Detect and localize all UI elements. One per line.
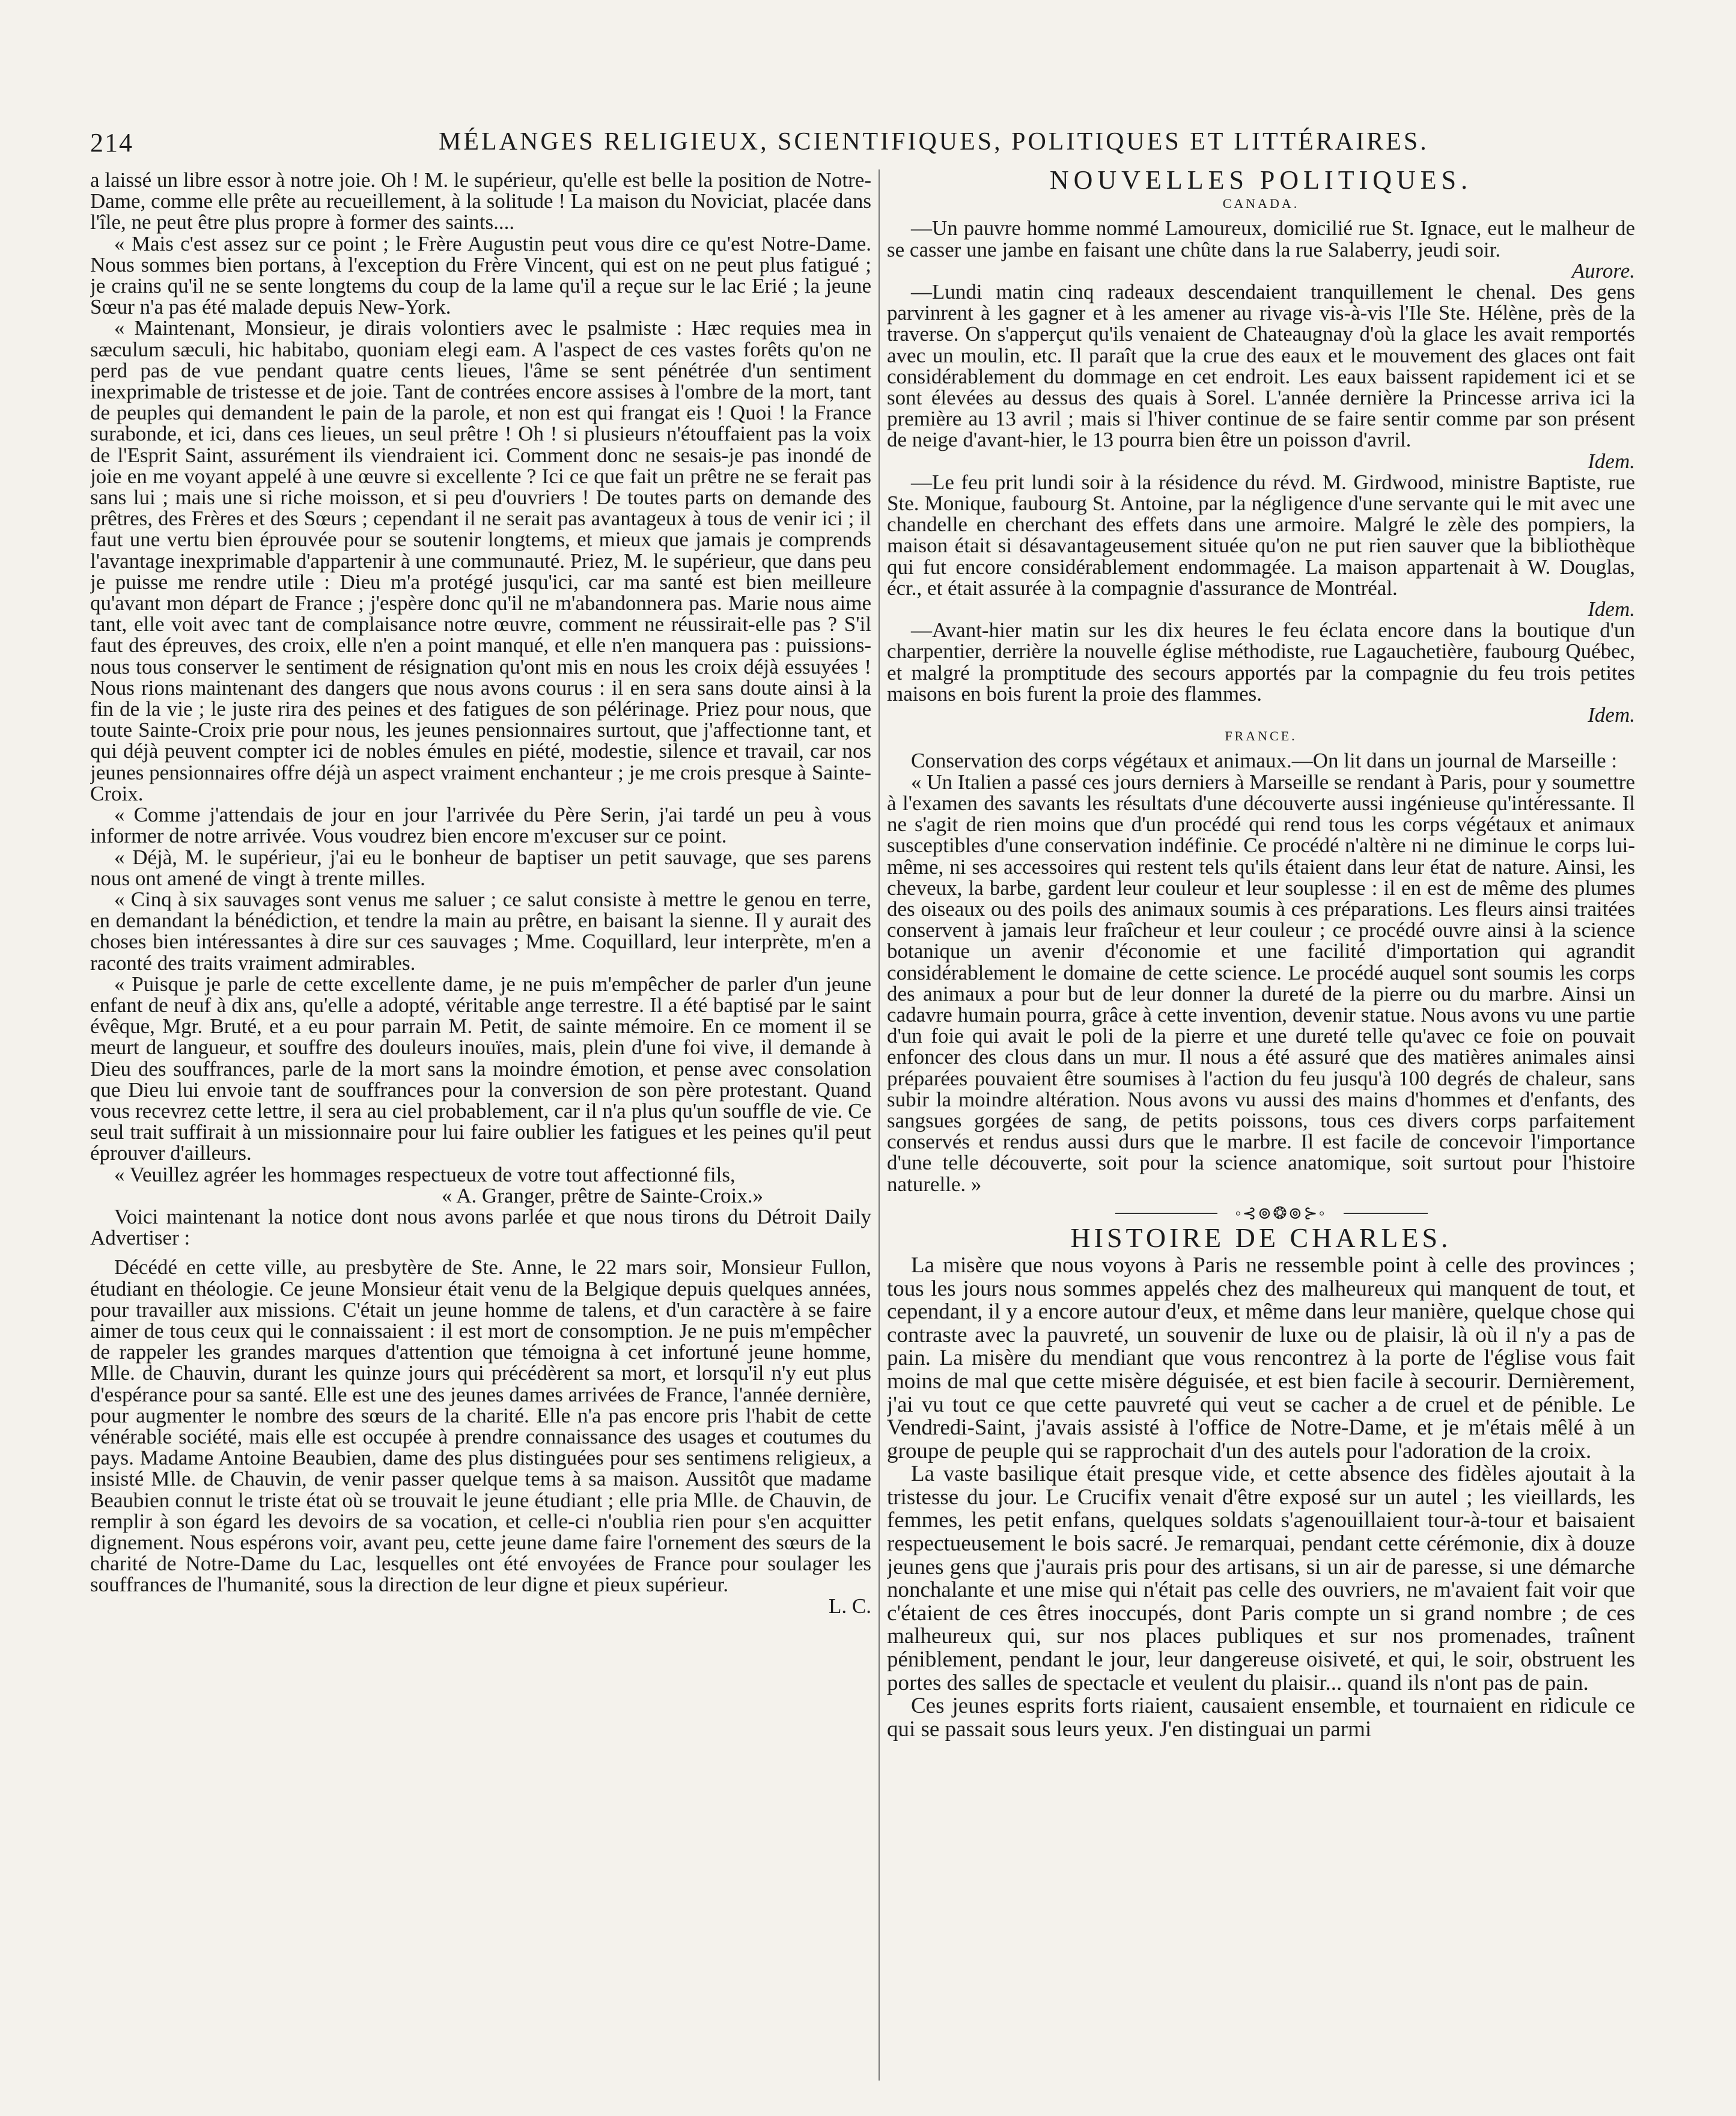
story-body xyxy=(887,1254,1635,1741)
paragraph: « Mais c'est assez sur ce point ; le Frère Augustin peut vous dire ce qu'est Notre-Dame. Nous sommes bien portans, à l'exception du Frère Vincent, qui est on ne peut plus fatigué ; je crains qu'il ne se sente longtems du coup de la lame qu'il a reçue sur le lac Erié ; la jeune Sœur n'a pas été malade depuis New-York. xyxy=(90,231,871,319)
signature: L. C. xyxy=(829,1594,871,1618)
source-credit: Idem. xyxy=(1588,703,1635,727)
subsection-heading: FRANCE. xyxy=(1225,728,1297,744)
ornamental-divider xyxy=(887,1203,1635,1224)
paragraph: Voici maintenant la notice dont nous avons parlée et que nous tirons du Détroit Daily Advertiser : xyxy=(90,1204,871,1250)
paragraph: « Cinq à six sauvages sont venus me saluer ; ce salut consiste à mettre le genou en terre, en demandant la bénédiction, et tendre la main au prêtre, en baisant la sienne. Il y aurait des choses bien intéressantes à dire sur ces sauvages ; Mme. Coquillard, leur interprète, m'en a raconté des traits vraiment admirables. xyxy=(90,887,871,975)
signature: « A. Granger, prêtre de Sainte-Croix.» xyxy=(441,1183,763,1207)
subsection-heading: CANADA. xyxy=(1222,196,1300,212)
page-number: 214 xyxy=(90,128,133,157)
left-column xyxy=(90,169,871,2093)
paragraph: a laissé un libre essor à notre joie. Oh ! M. le supérieur, qu'elle est belle la position de Notre-Dame, comme elle prête au recueillement, à la solitude ! La maison du Noviciat, placée dans l'île, ne peut être plus propre à former des saints.... xyxy=(90,169,871,234)
news-item: Conservation des corps végétaux et animaux.—On lit dans un journal de Marseille : xyxy=(911,749,1618,773)
paragraph: Ces jeunes esprits forts riaient, causaient ensemble, et tournaient en ridicule ce qui se passait sous leurs yeux. J'en distinguai un parmi xyxy=(887,1694,1635,1742)
divider-line xyxy=(1344,1213,1428,1214)
running-head xyxy=(90,127,1628,163)
paragraph: La misère que nous voyons à Paris ne ressemble point à celle des provinces ; tous les jours nous sommes appelés chez des malheureux qui manquent de tout, et cependant, il y a encore autour d'eux, et même dans leur manière, quelque chose qui contraste avec la pauvreté, un souvenir de luxe ou de plaisir, là où il n'y a pas de pain. La misère du mendiant que vous rencontrez à la porte de l'église vous fait moins de mal que cette misère déguisée, et est bien facile à secourir. Dernièrement, j'ai vu tout ce que cette pauvreté qui veut se cacher a de cruel et de pénible. Le Vendredi-Saint, j'avais assisté à l'office de Notre-Dame, et je m'étais mêlé à un groupe de peuple qui se rapprochait d'un des autels pour l'adoration de la croix. xyxy=(887,1252,1635,1463)
news-item: —Lundi matin cinq radeaux descendaient tranquillement le chenal. Des gens parvinrent à les gagner et à les amener au rivage vis-à-vis l'Ile Ste. Hélène, près de la traverse. On s'apperçut qu'ils venaient de Chateaugnay d'où la glace les avait remportés avec un moulin, etc. Il paraît que la crue des eaux et le mouvement des glaces ont fait considérablement du dommage en cet endroit. Les eaux baissent rapidement ici et se sont élevées au dessus des quais à Sorel. L'année dernière la Princesse arriva ici la première au 13 avril ; mais si l'hiver continue de se faire sentir comme par son présent de neige d'avant-hier, le 13 pourra bien être un poisson d'avril. xyxy=(887,280,1635,452)
paragraph: « Puisque je parle de cette excellente dame, je ne puis m'empêcher de parler d'un jeune enfant de neuf à dix ans, qu'elle a adopté, véritable ange terrestre. Il a été baptisé par le saint évêque, Mgr. Bruté, et a eu pour parrain M. Petit, de sainte mémoire. En ce moment il se meurt de langueur, et souffre des douleurs inouïes, mais, plein d'une foi vive, il demande à Dieu des souffrances, parle de la mort sans la moindre émotion, et pense avec consolation que Dieu lui envoie tant de souffrances pour la conversion de son père protestant. Quand vous recevrez cette lettre, il sera au ciel probablement, car il n'a plus qu'un souffle de vie. Ce seul trait suffirait à un missionnaire pour lui faire oublier les fatigues et les peines qu'il peut éprouver d'ailleurs. xyxy=(90,972,871,1165)
paragraph: Décédé en cette ville, au presbytère de Ste. Anne, le 22 mars soir, Monsieur Fullon, étudiant en théologie. Ce jeune Monsieur était venu de la Belgique depuis quelques années, pour travailler aux missions. C'était un jeune homme de talens, et d'un caractère à se faire aimer de tous ceux qui le connaissaient : il est mort de consomption. Je ne puis m'empêcher de rappeler les grandes marques d'attention que témoigna à cet infortuné jeune homme, Mlle. de Chauvin, durant les quinze jours qui précédèrent sa mort, et lorsqu'il n'y eut plus d'espérance pour sa santé. Elle est une des jeunes dames arrivées de France, l'année dernière, pour augmenter le nombre des sœurs de la charité. Elle n'a pas encore pris l'habit de cette vénérable société, mais elle est occupée à prendre connaissance des usages et coutumes du pays. Madame Antoine Beaubien, dame des plus distinguées pour ses sentimens religieux, a insisté Mlle. de Chauvin, de venir passer quelque tems à sa maison. Aussitôt que madame Beaubien connut le triste état où se trouvait le jeune étudiant ; elle pria Mlle. de Chauvin, de remplir à son égard les devoirs de sa vocation, et celle-ci n'oublia rien pour s'en acquitter dignement. Nous espérons voir, avant peu, cette jeune dame faire l'ornement des sœurs de la charité de Notre-Dame du Lac, lesquelles ont été envoyées de France pour soulager les souffrances de l'humanité, sous la direction de leur digne et pieux supérieur. xyxy=(90,1255,871,1597)
paragraph: « Comme j'attendais de jour en jour l'arrivée du Père Serin, j'ai tardé un peu à vous informer de notre arrivée. Vous voudrez bien encore m'excuser sur ce point. xyxy=(90,803,871,848)
section-title: NOUVELLES POLITIQUES. xyxy=(1049,169,1473,195)
source-credit: Idem. xyxy=(1588,449,1635,473)
source-credit: Aurore. xyxy=(1571,258,1635,282)
ornament-icon: ◦⊰⊚❂⊚⊱◦ xyxy=(1235,1204,1326,1223)
paragraph: La vaste basilique était presque vide, et cette absence des fidèles ajoutait à la tristesse du jour. Le Crucifix venait d'être exposé sur un autel ; les vieillards, les femmes, les petit enfans, quelques soldats s'agenouillaient tour-à-tour et baisaient respectueusement le bois sacré. Je remarquai, pendant cette cérémonie, dix à douze jeunes gens que j'aurais pris pour des artisans, si un air de paresse, si une démarche nonchalante et une mise qui n'était pas celle des ouvriers, ne m'avaient fait voir que c'étaient de ces êtres inoccupés, dont Paris compte un si grand nombre ; de ces malheureux qui, sur nos places publiques et sur nos promenades, traînent péniblement, pendant le jour, leur dangereuse oisiveté, et qui, le soir, obstruent les portes des salles de spectacle et veulent du plaisir... quand ils n'ont pas de pain. xyxy=(887,1462,1635,1695)
source-credit: Idem. xyxy=(1588,597,1635,621)
news-item: « Un Italien a passé ces jours derniers à Marseille se rendant à Paris, pour y soumettre à l'examen des savants les résultats d'une découverte aussi ingénieuse qu'intéressante. Il ne s'agit de rien moins que d'un procédé qui rend tous les corps végétaux et animaux susceptibles d'une conservation indéfinie. Ce procédé n'altère ni ne diminue le corps lui-même, ni ses accessoires qui restent tels qu'ils étaient dans leur état de nature. Ainsi, les cheveux, la barbe, gardent leur couleur et leur souplesse : il en est de même des plumes des oiseaux ou des poils des animaux soumis à ces préparations. Les fleurs ainsi traitées conservent à jamais leur fraîcheur et leur couleur ; ce procédé ouvre ainsi à la science botanique un avenir d'économie et une facilité d'importation qui agrandit considérablement le domaine de cette science. Le procédé auquel sont soumis les corps des animaux a pour but de leur donner la dureté de la pierre ou du marbre. Ainsi un cadavre humain pourra, grâce à cette invention, devenir statue. Nous avons vu une partie d'un foie qui avait le poli de la pierre et une dureté telle qu'avec ce foie on pouvait enfoncer des clous dans un mur. Il nous a été assuré que des matières animales ainsi préparées pouvaient être soumises à l'action du feu jusqu'à 100 degrés de chaleur, sans subir la moindre altération. Nous avons vu aussi des mains d'hommes et d'enfants, des sangsues gorgées de sang, de petits poissons, tous ces divers corps parfaitement conservés et rendus aussi durs que le marbre. Il est facile de concevoir l'importance d'une telle découverte, soit pour la science anatomique, soit surtout pour l'histoire naturelle. » xyxy=(887,770,1635,1196)
paragraph: « Maintenant, Monsieur, je dirais volontiers avec le psalmiste : Hæc requies mea in sæculum sæculi, hic habitabo, quoniam elegi eam. A l'aspect de ces vastes forêts qu'on ne perd pas de vue pendant quatre cents lieues, l'âme se sent pénétrée d'un sentiment inexprimable de tristesse et de joie. Tant de contrées encore assises à l'ombre de la mort, tant de peuples qui demandent le pain de la parole, et non est qui frangat eis ! Quoi ! la France surabonde, et ici, dans ces lieues, un seul prêtre ! Oh ! si plusieurs n'étouffaient pas la voix de l'Esprit Saint, assurément ils viendraient ici. Comment donc ne sesais-je pas inondé de joie en me voyant appelé à une œuvre si excellente ? Ici ce que fait un prêtre ne se ferait pas sans lui ; mais une si riche moisson, et si peu d'ouvriers ! De toutes parts on demande des prêtres, des Frères et des Sœurs ; cependant il ne serait pas avantageux à tous de venir ici ; il faut une vertu bien éprouvée pour se soutenir longtems, et mieux que jamais je comprends l'avantage inexprimable d'appartenir à une communauté. Priez, M. le supérieur, que dans peu je puisse me rendre utile : Dieu m'a protégé jusqu'ici, car ma santé est bien meilleure qu'avant mon départ de France ; j'espère donc qu'il ne m'abandonnera pas. Marie nous aime tant, elle voit avec tant de complaisance notre œuvre, comment ne réussirait-elle pas ? S'il faut des épreuves, des croix, elle n'en a point manqué, et elle n'en manquera pas : puissions-nous tous conserver le sentiment de résignation qu'ont mis en nous les croix déjà essuyées ! Nous rions maintenant des dangers que nous avons courus : il en sera sans doute ainsi à la fin de la vie ; le juste rira des peines et des fatigues de son pélérinage. Priez pour nous, que toute Sainte-Croix prie pour nous, les jeunes pensionnaires surtout, que j'affectionne tant, et qui déjà peuvent compter ici de nobles émules en piété, modestie, silence et travail, car nos jeunes pensionnaires offre déjà un aspect vraiment enchanteur ; je me crois presque à Sainte-Croix. xyxy=(90,316,871,805)
divider-line xyxy=(1115,1213,1217,1214)
paragraph: « Veuillez agréer les hommages respectueux de votre tout affectionné fils, xyxy=(114,1162,736,1186)
news-item: —Le feu prit lundi soir à la résidence du révd. M. Girdwood, ministre Baptiste, rue Ste. Monique, faubourg St. Antoine, par la négligence d'une servante qui le mit avec une chandelle en cherchant des effets dans une armoire. Malgré le zèle des pompiers, la maison était si désavantageusement située qu'on ne put rien sauver que la bibliothèque qui fut encore considérablement endommagée. La maison appartenait à W. Douglas, écr., et était assurée à la compagnie d'assurance de Montréal. xyxy=(887,470,1635,600)
news-item: —Un pauvre homme nommé Lamoureux, domicilié rue St. Ignace, eut le malheur de se casser une jambe en faisant une chûte dans la rue Salaberry, jeudi soir. xyxy=(887,216,1635,261)
column-rule xyxy=(879,169,880,2081)
journal-title: MÉLANGES RELIGIEUX, SCIENTIFIQUES, POLITIQUES ET LITTÉRAIRES. xyxy=(439,128,1429,156)
right-column xyxy=(887,169,1635,2093)
paragraph: « Déjà, M. le supérieur, j'ai eu le bonheur de baptiser un petit sauvage, que ses parens nous ont amené de vingt à trente milles. xyxy=(90,845,871,890)
story-title: HISTOIRE DE CHARLES. xyxy=(1070,1222,1452,1253)
news-item: —Avant-hier matin sur les dix heures le feu éclata encore dans la boutique d'un charpentier, derrière la nouvelle église méthodiste, rue Lagauchetière, faubourg Québec, et malgré la promptitude des secours apportés par la compagnie du feu trois petites maisons en bois furent la proie des flammes. xyxy=(887,618,1635,706)
